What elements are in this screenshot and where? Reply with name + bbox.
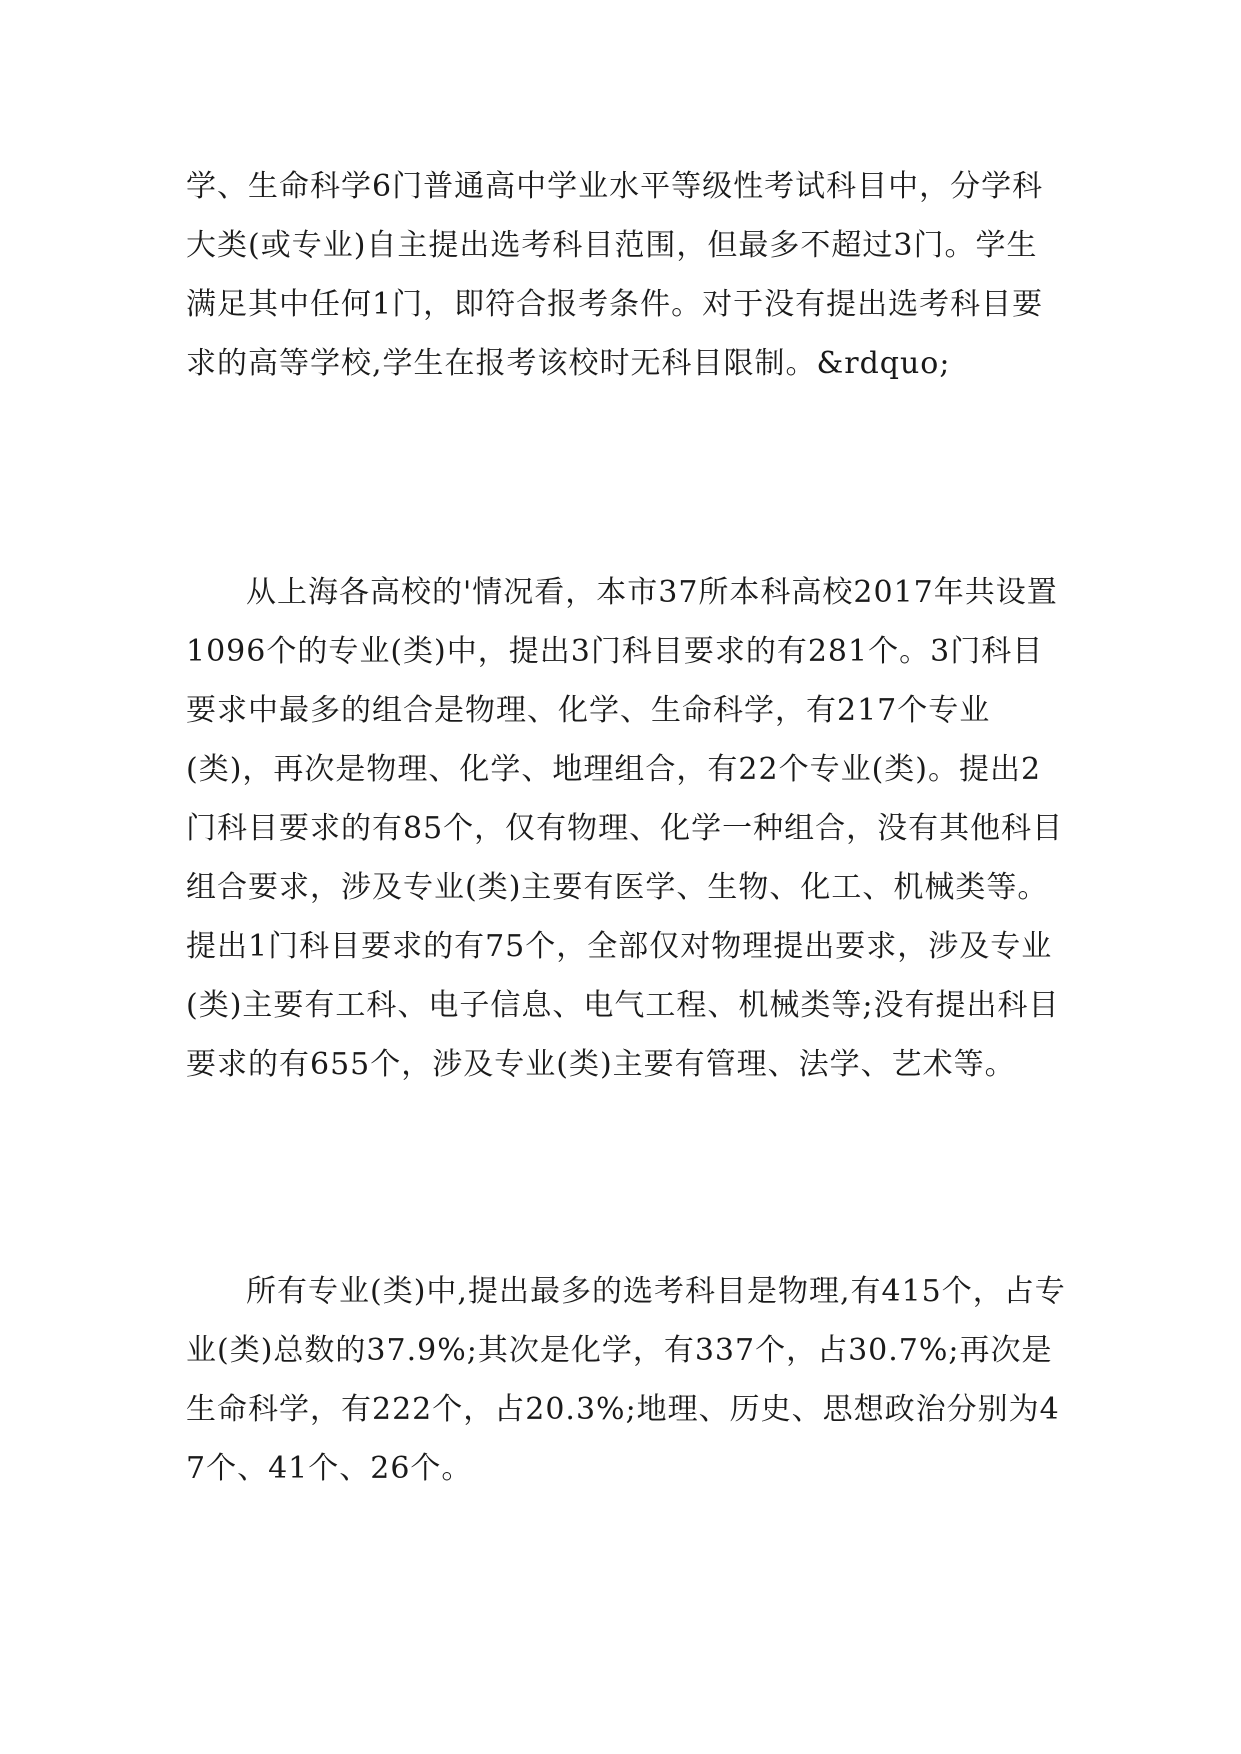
paragraph-shanghai-universities: 从上海各高校的'情况看，本市37所本科高校2017年共设置1096个的专业(类)中，提出3门科目要求的有281个。3门科目要求中最多的组合是物理、化学、生命科学，有217个专业(类)，再次是物理、化学、地理组合，有22个专业(类)。提出2门科目要求的有85个，仅有物理、化学一种组合，没有其他科目组合要求，涉及专业(类)主要有医学、生物、化工、机械类等。提出1门科目要求的有75个，全部仅对物理提出要求，涉及专业(类)主要有工科、电子信息、电气工程、机械类等;没有提出科目要求的有655个，涉及专业(类)主要有管理、法学、艺术等。 xyxy=(186,575,1064,1082)
paragraph-subject-statistics: 所有专业(类)中,提出最多的选考科目是物理,有415个，占专业(类)总数的37.9%;其次是化学，有337个，占30.7%;再次是生命科学，有222个，占20.3%;地理、历史、思想政治分别为47个、41个、26个。 xyxy=(186,1274,1066,1486)
paragraph-subject-requirements: 学、生命科学6门普通高中学业水平等级性考试科目中，分学科大类(或专业)自主提出选考科目范围，但最多不超过3门。学生满足其中任何1门，即符合报考条件。对于没有提出选考科目要求的高等学校,学生在报考该校时无科目限制。&rdquo; xyxy=(186,169,1044,381)
